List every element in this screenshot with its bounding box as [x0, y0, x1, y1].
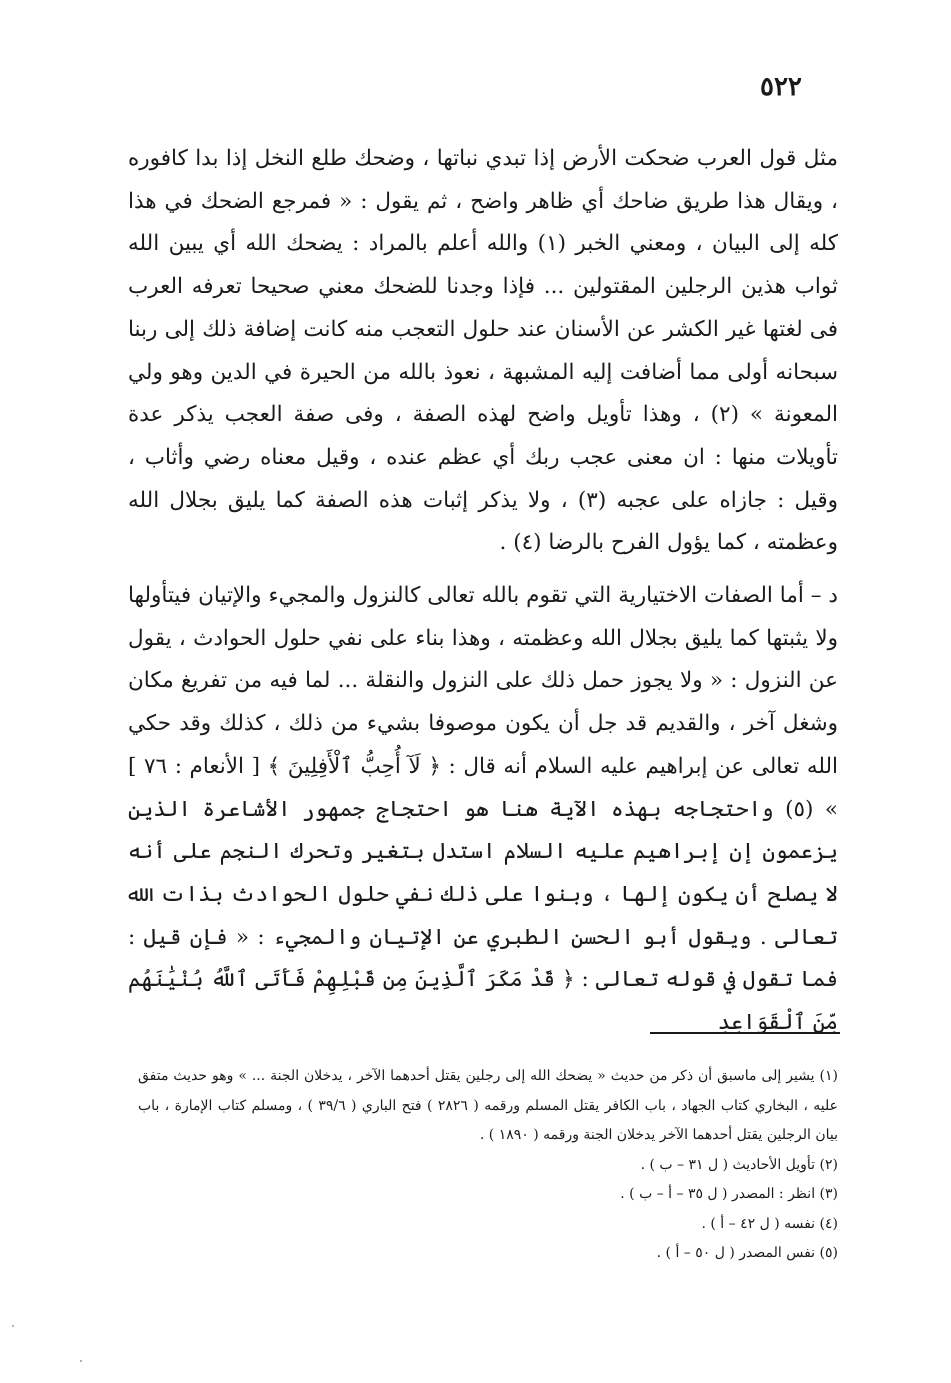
paragraph: د – أما الصفات الاختيارية التي تقوم بالله تعالى كالنزول والمجيء والإتيان فيتأولها ولا يثبتها كما يليق بجلال الله وعظمته ، وهذا بناء على نفي حلول الحوادث ، يقول عن النزول : « ولا يجوز حمل ذلك على النزول والنقلة ... لما فيه من تفريغ مكان وشغل آخر ، والقديم قد جل أن يكون موصوفا بشيء من ذلك ، كذلك وقد حكي الله تعالى عن إبراهيم عليه السلام أنه قال : ﴿ لَآ أُحِبُّ ٱلْأَفِلِينَ ﴾ [ الأنعام : ٧٦ ] » (٥) واحتجاجه بهذه الآية هنا هو احتجاج جمهور الأشاعرة الذين يزعمون إن إبراهيم عليه السلام استدل بتغير وتحرك النجم على أنه لا يصلح أن يكون إلها ، وبنوا على ذلك نفي حلول الحوادث بذات الله تعالى . ويقول أبو الحسن الطبري عن الإتيان والمجيء : « فإن قيل : فما تقول في قوله تعالى : ﴿ قَدْ مَكَرَ ٱلَّذِينَ مِن قَبْلِهِمْ فَأَتَى ٱللَّهُ بُنْيَٰنَهُم مِّنَ ٱلْقَوَاعِدِ	[128, 583, 838, 1036]
footnotes	[138, 1062, 838, 1269]
footnote-divider	[650, 1032, 840, 1034]
paragraph: مثل قول العرب ضحكت الأرض إذا تبدي نباتها ، وضحك طلع النخل إذا بدا كافوره ، ويقال هذا طريق ضاحك أي ظاهر واضح ، ثم يقول : « فمرجع الضحك في هذا كله إلى البيان ، ومعني الخبر (١) والله أعلم بالمراد : يضحك الله أي يبين الله ثواب هذين الرجلين المقتولين ... فإذا وجدنا للضحك معني صحيحا تعرفه العرب فى لغتها غير الكشر عن الأسنان عند حلول التعجب منه كانت إضافة ذلك إلى ربنا سبحانه أولى مما أضافت إليه المشبهة ، نعوذ بالله من الحيرة في الدين وهو ولي المعونة » (٢) ، وهذا تأويل واضح لهذه الصفة ، وفى صفة العجب يذكر عدة تأويلات منها : ان معنى عجب ربك أي عظم عنده ، وقيل معناه رضي وأثاب ، وقيل : جازاه على عجبه (٣) ، ولا يذكر إثبات هذه الصفة كما يليق بجلال الله وعظمته ، كما يؤول الفرح بالرضا (٤) .	[128, 146, 839, 556]
footnote-3: (٣) انظر : المصدر ( ل ٣٥ – أ – ب ) .	[620, 1186, 838, 1202]
scan-speck	[12, 1325, 14, 1327]
footnote-4: (٤) نفسه ( ل ٤٢ – أ ) .	[701, 1215, 838, 1232]
footnote-5: (٥) نفس المصدر ( ل ٥٠ – أ ) .	[656, 1245, 838, 1261]
footnote-1: (١) يشير إلى ماسبق أن ذكر من حديث « يضحك الله إلى رجلين يقتل أحدهما الآخر ، يدخلان الجنة ... » وهو حديث متفق عليه ، البخاري كتاب الجهاد ، باب الكافر يقتل المسلم ورقمه ( ٢٨٢٦ ) فتح الباري ( ٣٩/٦ ) ، ومسلم كتاب الإمارة ، باب بيان الرجلين يقتل أحدهما الآخر يدخلان الجنة ورقمه ( ١٨٩٠ ) .	[138, 1068, 838, 1143]
main-text	[128, 138, 838, 1045]
footnote-2: (٢) تأويل الأحاديث ( ل ٣١ – ب ) .	[640, 1156, 838, 1173]
page-number: ٥٢٢	[760, 72, 802, 102]
scan-speck	[80, 1360, 82, 1362]
